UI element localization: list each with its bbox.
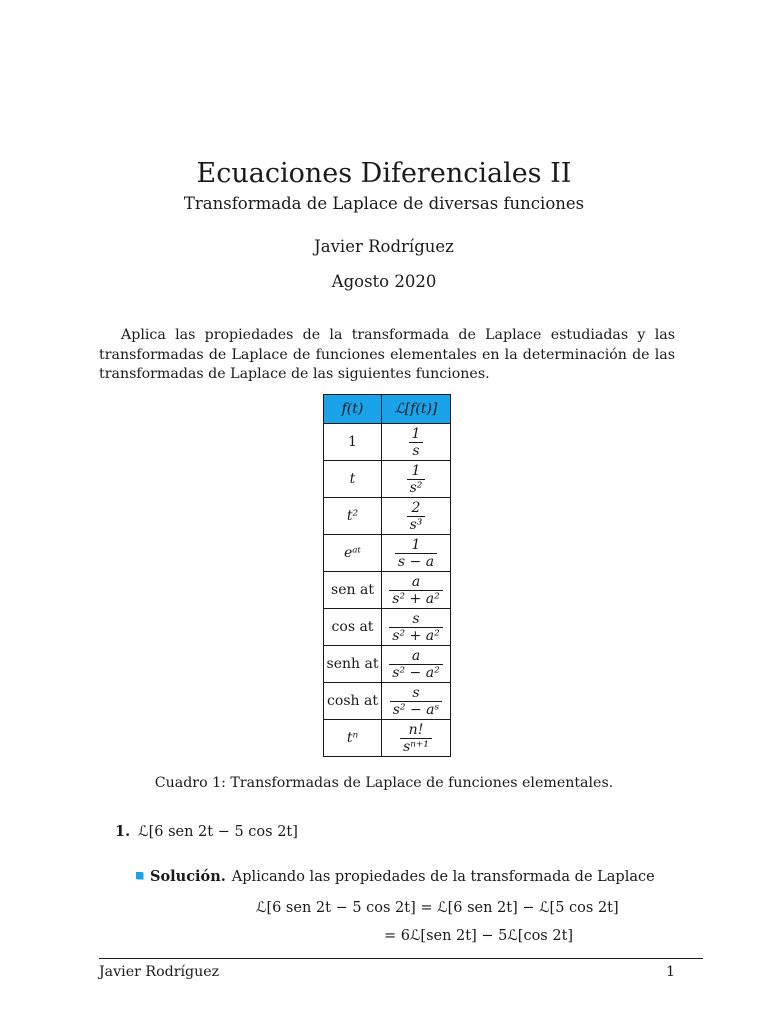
table-cell-transform bbox=[382, 720, 451, 757]
square-bullet-icon bbox=[136, 872, 143, 879]
table-cell-transform bbox=[382, 461, 451, 498]
table-row bbox=[324, 720, 451, 757]
table-row bbox=[324, 609, 451, 646]
table-cell-function: tⁿ bbox=[324, 720, 382, 757]
problem-item bbox=[115, 823, 298, 840]
fraction-numerator: 1 bbox=[411, 425, 421, 442]
fraction-numerator: 2 bbox=[411, 499, 421, 516]
fraction-numerator: n! bbox=[408, 721, 424, 738]
table-cell-transform bbox=[382, 498, 451, 535]
solution-label: Solución. bbox=[150, 868, 226, 885]
table-cell-function: 1 bbox=[324, 424, 382, 461]
laplace-table bbox=[323, 394, 451, 757]
solution-line bbox=[136, 868, 655, 885]
table-cell-transform bbox=[382, 535, 451, 572]
fraction-numerator: s bbox=[412, 610, 420, 627]
table-cell-function: cosh at bbox=[324, 683, 382, 720]
fraction-denominator: sⁿ⁺¹ bbox=[400, 738, 432, 755]
equation-line-2: = 6ℒ[sen 2t] − 5ℒ[cos 2t] bbox=[384, 928, 574, 944]
fraction-denominator: s − a bbox=[395, 553, 437, 570]
problem-number: 1. bbox=[115, 823, 131, 840]
table-row bbox=[324, 683, 451, 720]
table-cell-transform bbox=[382, 572, 451, 609]
table-row bbox=[324, 646, 451, 683]
table-cell-function: cos at bbox=[324, 609, 382, 646]
fraction-denominator: s² − a² bbox=[389, 664, 442, 681]
document-author: Javier Rodríguez bbox=[314, 237, 454, 256]
problem-expression: ℒ[6 sen 2t − 5 cos 2t] bbox=[138, 824, 298, 840]
table-cell-transform bbox=[382, 683, 451, 720]
fraction-denominator: s² − aˢ bbox=[390, 701, 443, 718]
table-header-function: f(t) bbox=[324, 395, 382, 424]
table-row bbox=[324, 498, 451, 535]
table-cell-function: eᵃᵗ bbox=[324, 535, 382, 572]
fraction-numerator: a bbox=[411, 647, 421, 664]
table-header-row bbox=[324, 395, 451, 424]
fraction-denominator: s³ bbox=[407, 516, 426, 533]
table-cell-function: senh at bbox=[324, 646, 382, 683]
fraction-denominator: s bbox=[409, 442, 422, 459]
footer-rule bbox=[99, 958, 703, 959]
solution-text: Aplicando las propiedades de la transformada de Laplace bbox=[231, 869, 655, 885]
document-title: Ecuaciones Diferenciales II bbox=[196, 158, 572, 189]
footer-author: Javier Rodríguez bbox=[99, 964, 220, 980]
document-date: Agosto 2020 bbox=[331, 272, 437, 291]
table-cell-transform bbox=[382, 424, 451, 461]
document-subtitle: Transformada de Laplace de diversas funciones bbox=[183, 194, 585, 213]
intro-paragraph: Aplica las propiedades de la transformada de Laplace estudiadas y las transformadas de Laplace de funciones elementales en la determinación de las transformadas de Laplace de las siguientes funciones. bbox=[99, 327, 675, 382]
table-cell-function: t² bbox=[324, 498, 382, 535]
fraction-denominator: s² bbox=[407, 479, 426, 496]
table-cell-transform bbox=[382, 646, 451, 683]
table-cell-function: sen at bbox=[324, 572, 382, 609]
table-cell-transform bbox=[382, 609, 451, 646]
table-row bbox=[324, 424, 451, 461]
fraction-denominator: s² + a² bbox=[389, 590, 442, 607]
table-caption: Cuadro 1: Transformadas de Laplace de funciones elementales. bbox=[154, 775, 614, 791]
fraction-denominator: s² + a² bbox=[389, 627, 442, 644]
table-row bbox=[324, 535, 451, 572]
fraction-numerator: 1 bbox=[411, 462, 421, 479]
fraction-numerator: s bbox=[412, 684, 420, 701]
table-row bbox=[324, 572, 451, 609]
fraction-numerator: 1 bbox=[411, 536, 421, 553]
table-row bbox=[324, 461, 451, 498]
fraction-numerator: a bbox=[411, 573, 421, 590]
table-header-transform: ℒ[f(t)] bbox=[382, 395, 451, 424]
equation-line-1: ℒ[6 sen 2t − 5 cos 2t] = ℒ[6 sen 2t] − ℒ[5 cos 2t] bbox=[256, 900, 619, 916]
page-number: 1 bbox=[665, 964, 675, 980]
table-cell-function: t bbox=[324, 461, 382, 498]
